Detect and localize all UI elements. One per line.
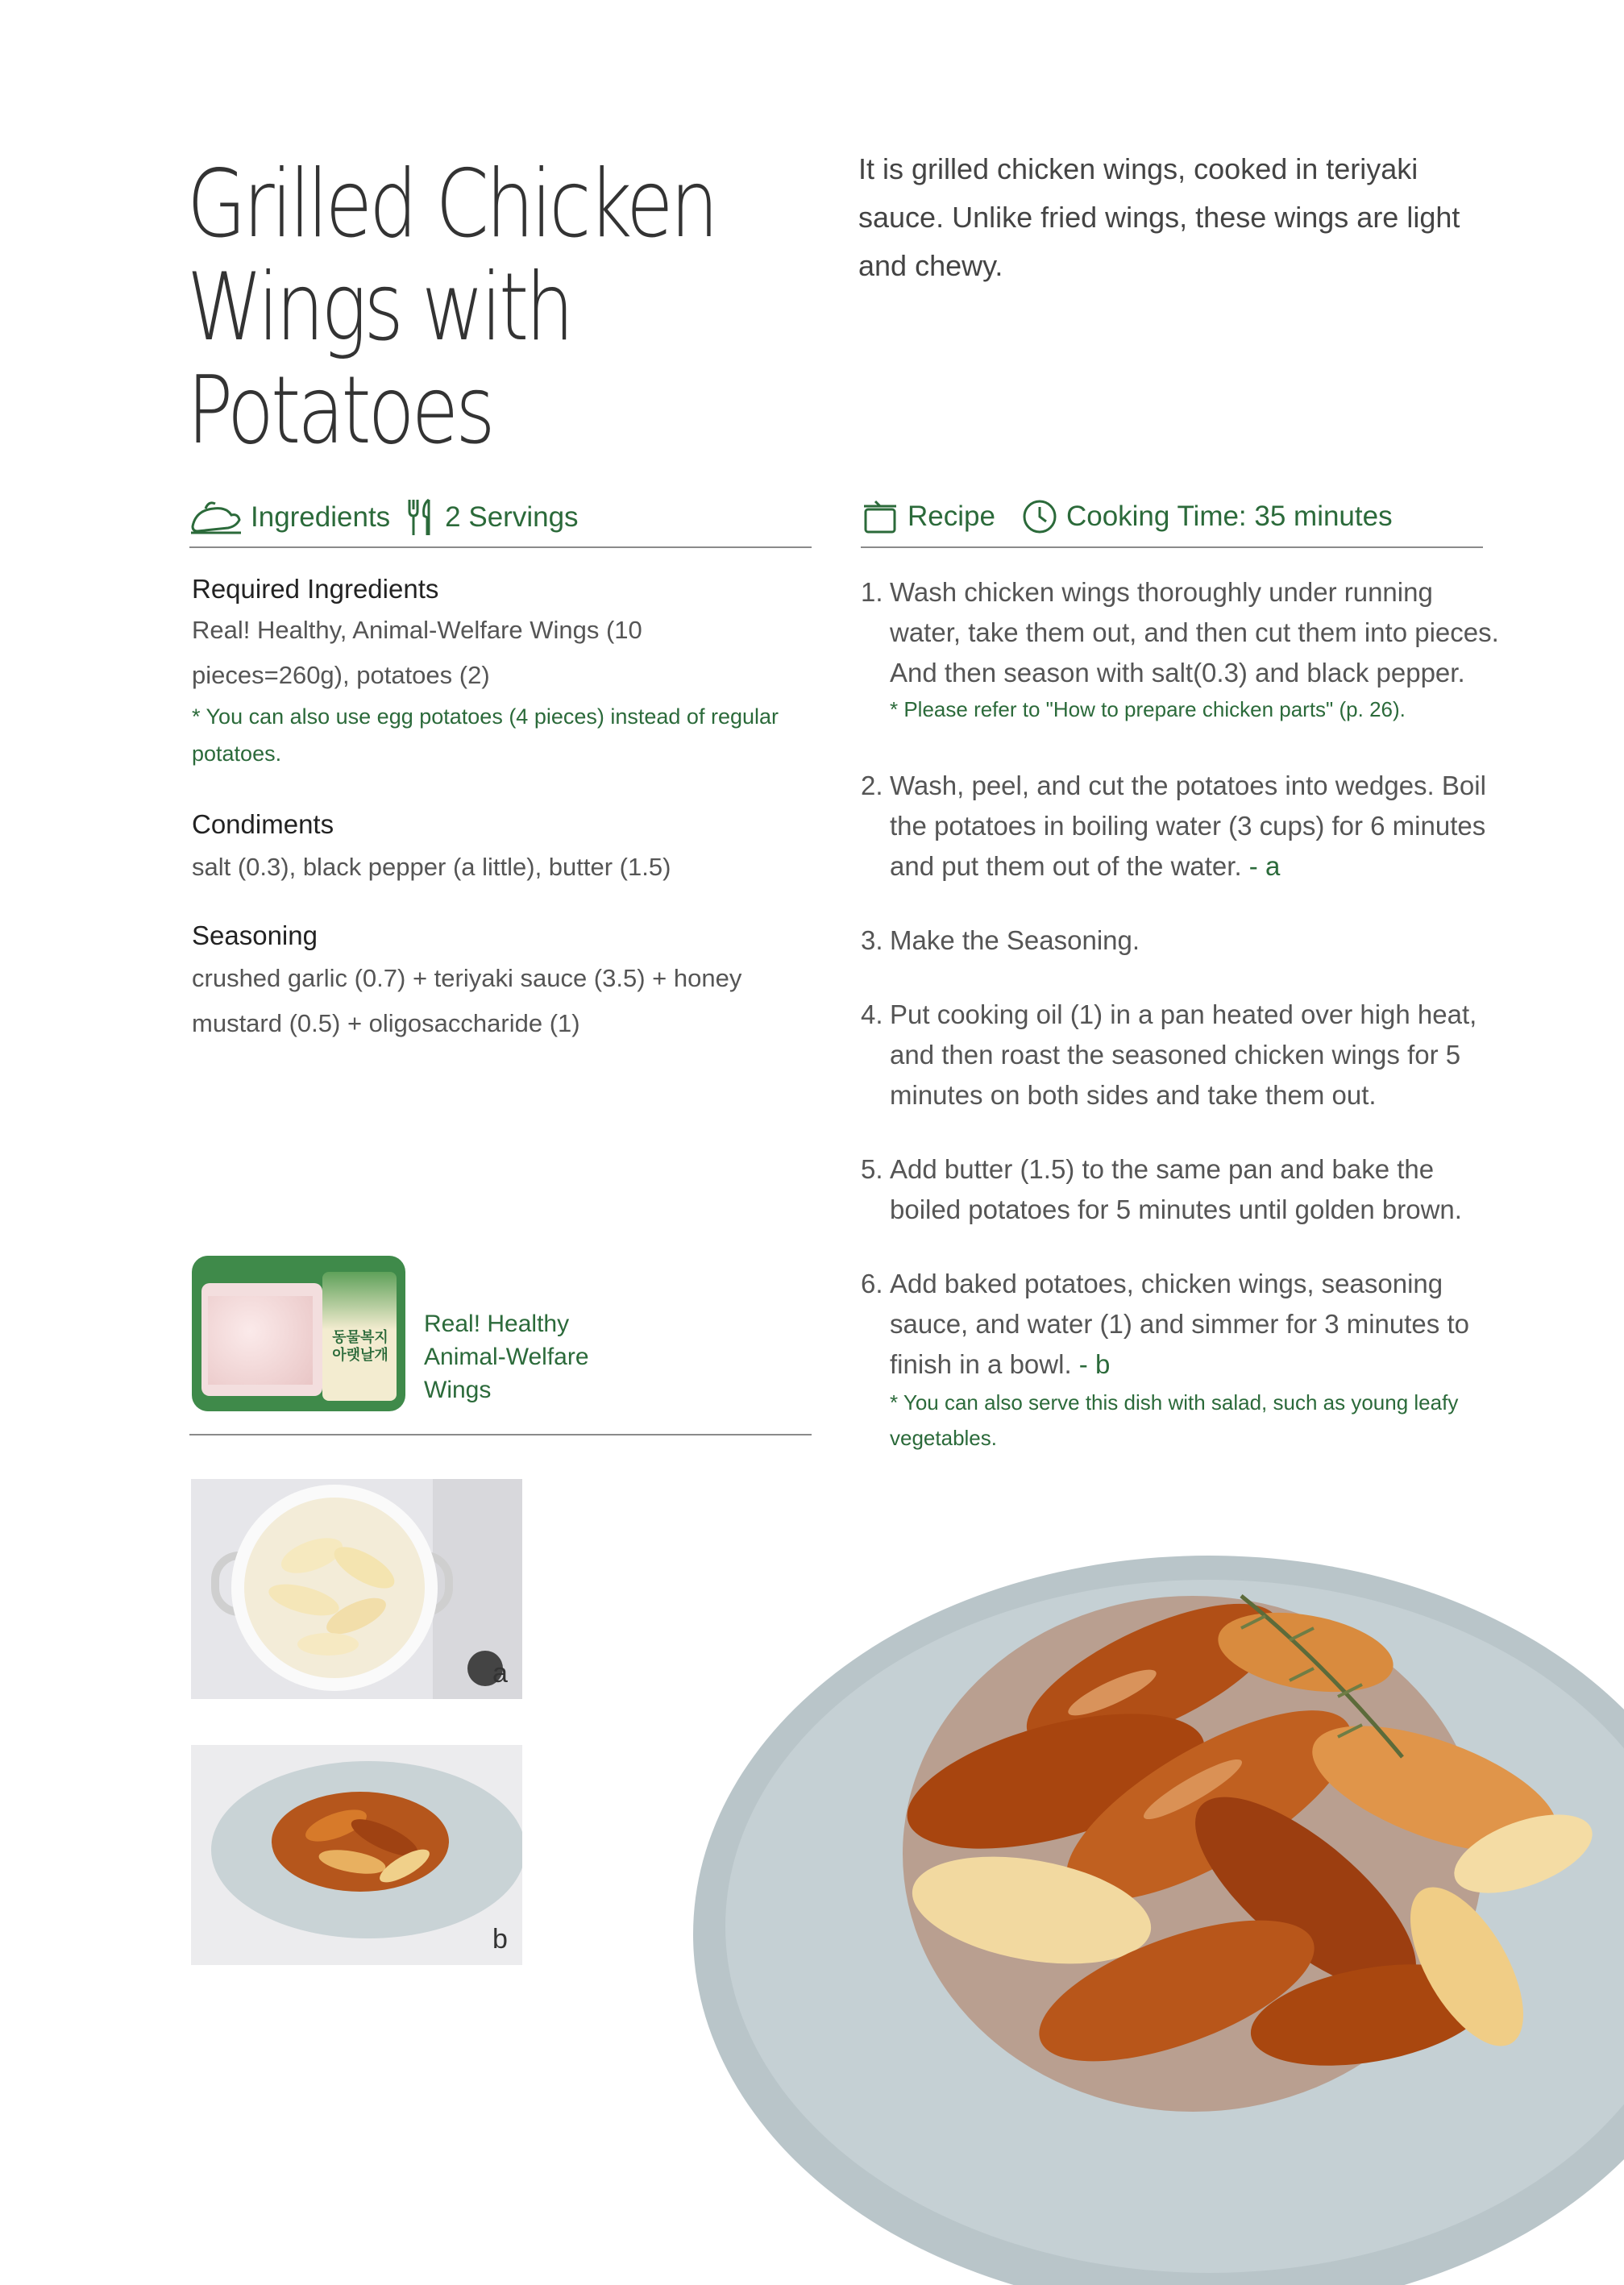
required-text: Real! Healthy, Animal-Welfare Wings (10 pieces=260g), potatoes (2)	[192, 616, 642, 689]
recipe-step	[861, 995, 1506, 1115]
title-line: Grilled Chicken	[187, 150, 716, 259]
finished-dish-illustration	[677, 1515, 1624, 2285]
utensils-icon	[405, 498, 437, 537]
step-number: 6.	[861, 1269, 883, 1298]
step-text: Add butter (1.5) to the same pan and bake the boiled potatoes for 5 minutes until golden brown.	[890, 1154, 1462, 1224]
step-photo-ref: - b	[1071, 1349, 1111, 1379]
cooking-time: Cooking Time: 35 minutes	[1065, 501, 1393, 532]
page-title	[187, 150, 716, 465]
recipe-step	[861, 920, 1506, 961]
finished-dish-small-illustration	[191, 1745, 522, 1965]
required-note: * You can also use egg potatoes (4 pieces) instead of regular potatoes.	[192, 704, 779, 766]
recipe-header	[861, 498, 1393, 535]
chicken-icon	[189, 499, 243, 536]
condiments-heading: Condiments	[192, 809, 334, 839]
product-label	[424, 1307, 589, 1406]
condiments-text: salt (0.3), black pepper (a little), butter (1.5)	[192, 853, 671, 881]
ingredients-label: Ingredients	[251, 501, 391, 533]
servings-label: 2 Servings	[445, 501, 579, 533]
photo-a-label: a	[492, 1658, 508, 1689]
step-number: 4.	[861, 999, 883, 1029]
finished-dish-photo	[677, 1515, 1624, 2285]
recipe-divider	[861, 546, 1483, 548]
product-divider	[189, 1434, 812, 1435]
step-a-photo	[191, 1479, 522, 1699]
product-package-image	[192, 1256, 405, 1411]
title-line: Wings with	[187, 253, 571, 362]
clock-icon	[1021, 498, 1058, 535]
title-line: Potatoes	[187, 356, 492, 465]
recipe-step	[861, 572, 1506, 725]
recipe-step	[861, 1264, 1506, 1456]
package-text: 동물복지 아랫날개	[332, 1329, 388, 1363]
seasoning-text: crushed garlic (0.7) + teriyaki sauce (3.5) + honey mustard (0.5) + oligosaccharide (1)	[192, 964, 742, 1037]
ingredients-divider	[189, 546, 812, 548]
recipe-step	[861, 1149, 1506, 1230]
required-ingredients	[192, 574, 812, 772]
product-label-line: Real! Healthy	[424, 1311, 570, 1337]
product-label-line: Wings	[424, 1377, 492, 1403]
condiments	[192, 809, 812, 890]
required-heading: Required Ingredients	[192, 574, 439, 604]
step-text	[861, 572, 1506, 693]
step-number: 5.	[861, 1154, 883, 1184]
step-note: * You can also serve this dish with salad, such as young leafy vegetables.	[890, 1390, 1459, 1450]
step-number: 3.	[861, 925, 883, 955]
recipe-step	[861, 766, 1506, 887]
intro-text: It is grilled chicken wings, cooked in teriyaki sauce. Unlike fried wings, these wings are light and chewy.	[858, 152, 1460, 282]
step-b-photo	[191, 1745, 522, 1965]
seasoning-heading: Seasoning	[192, 920, 318, 950]
step-note: * Please refer to "How to prepare chicken parts" (p. 26).	[890, 697, 1406, 721]
step-text-body: Add baked potatoes, chicken wings, seasoning sauce, and water (1) and simmer for 3 minutes to finish in a bowl.	[890, 1269, 1469, 1379]
step-text-body: Wash chicken wings thoroughly under running water, take them out, and then cut them into pieces. And then season with salt(0.3) and black pepper.	[890, 577, 1499, 688]
photo-b-label: b	[492, 1924, 508, 1955]
step-text	[861, 766, 1506, 887]
recipe-label: Recipe	[908, 501, 995, 532]
pot-icon	[861, 498, 899, 535]
step-text-body: Wash, peel, and cut the potatoes into wedges. Boil the potatoes in boiling water (3 cups) for 6 minutes and put them out of the water.	[890, 771, 1486, 881]
boiling-potatoes-illustration	[191, 1479, 522, 1699]
step-text: Make the Seasoning.	[890, 925, 1140, 955]
step-photo-ref: - a	[1241, 851, 1281, 881]
step-number: 2.	[861, 771, 883, 800]
step-text: Put cooking oil (1) in a pan heated over high heat, and then roast the seasoned chicken wings for 5 minutes on both sides and take them out.	[890, 999, 1477, 1110]
product-label-line: Animal-Welfare	[424, 1344, 589, 1370]
seasoning	[192, 920, 812, 1046]
step-text	[861, 1264, 1506, 1385]
step-number: 1.	[861, 577, 883, 607]
ingredients-header	[189, 498, 579, 537]
